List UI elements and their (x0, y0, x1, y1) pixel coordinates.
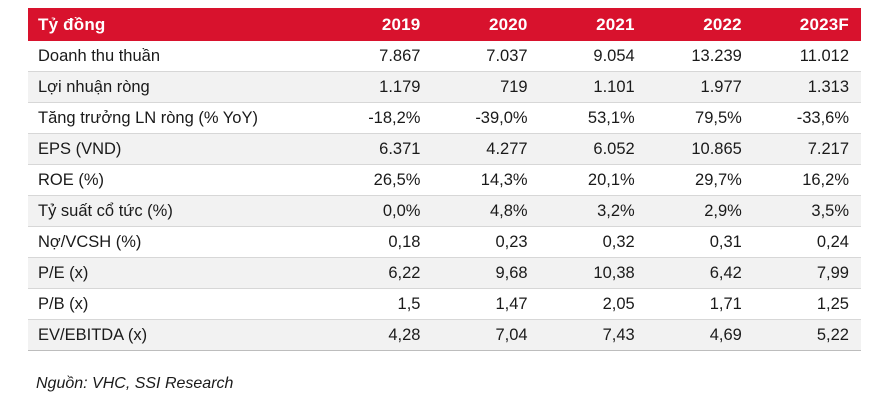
cell-value: 1.179 (325, 72, 432, 103)
cell-value: 7,04 (432, 320, 539, 351)
financial-summary-table (28, 8, 861, 351)
cell-value: 7.037 (432, 41, 539, 72)
cell-value: 2,9% (647, 196, 754, 227)
table-row (28, 289, 861, 320)
cell-value: 14,3% (432, 165, 539, 196)
cell-value: 1,25 (754, 289, 861, 320)
table-row (28, 165, 861, 196)
cell-value: 4,28 (325, 320, 432, 351)
row-label: P/E (x) (28, 258, 325, 289)
cell-value: 9,68 (432, 258, 539, 289)
cell-value: 1.977 (647, 72, 754, 103)
cell-value: 3,2% (540, 196, 647, 227)
cell-value: 6.052 (540, 134, 647, 165)
table-row (28, 103, 861, 134)
cell-value: 7.867 (325, 41, 432, 72)
cell-value: 0,32 (540, 227, 647, 258)
row-label: ROE (%) (28, 165, 325, 196)
cell-value: 13.239 (647, 41, 754, 72)
cell-value: 10,38 (540, 258, 647, 289)
row-label: Tăng trưởng LN ròng (% YoY) (28, 103, 325, 134)
cell-value: 29,7% (647, 165, 754, 196)
cell-value: 26,5% (325, 165, 432, 196)
cell-value: 1.313 (754, 72, 861, 103)
table-row (28, 320, 861, 351)
cell-value: 20,1% (540, 165, 647, 196)
cell-value: 0,24 (754, 227, 861, 258)
cell-value: -39,0% (432, 103, 539, 134)
cell-value: 4.277 (432, 134, 539, 165)
cell-value: 9.054 (540, 41, 647, 72)
table-row (28, 227, 861, 258)
table-row (28, 258, 861, 289)
column-header-2022: 2022 (647, 8, 754, 41)
cell-value: 4,69 (647, 320, 754, 351)
cell-value: 0,18 (325, 227, 432, 258)
cell-value: 6.371 (325, 134, 432, 165)
source-note: Nguồn: VHC, SSI Research (36, 375, 234, 392)
table-header (28, 8, 861, 41)
cell-value: 7.217 (754, 134, 861, 165)
cell-value: 6,42 (647, 258, 754, 289)
cell-value: 10.865 (647, 134, 754, 165)
cell-value: 1.101 (540, 72, 647, 103)
cell-value: 7,99 (754, 258, 861, 289)
cell-value: 1,5 (325, 289, 432, 320)
table-row (28, 72, 861, 103)
cell-value: 5,22 (754, 320, 861, 351)
cell-value: 1,71 (647, 289, 754, 320)
cell-value: 0,23 (432, 227, 539, 258)
table-header-row (28, 8, 861, 41)
row-label: Nợ/VCSH (%) (28, 227, 325, 258)
cell-value: 6,22 (325, 258, 432, 289)
cell-value: 2,05 (540, 289, 647, 320)
row-label: Lợi nhuận ròng (28, 72, 325, 103)
cell-value: 1,47 (432, 289, 539, 320)
column-header-2023f: 2023F (754, 8, 861, 41)
row-label: EV/EBITDA (x) (28, 320, 325, 351)
cell-value: 0,0% (325, 196, 432, 227)
row-label: P/B (x) (28, 289, 325, 320)
row-label: Tỷ suất cổ tức (%) (28, 196, 325, 227)
cell-value: 11.012 (754, 41, 861, 72)
table-row (28, 134, 861, 165)
row-label: EPS (VND) (28, 134, 325, 165)
cell-value: 53,1% (540, 103, 647, 134)
cell-value: -33,6% (754, 103, 861, 134)
column-header-2019: 2019 (325, 8, 432, 41)
table-row (28, 196, 861, 227)
cell-value: 3,5% (754, 196, 861, 227)
row-label: Doanh thu thuần (28, 41, 325, 72)
cell-value: 16,2% (754, 165, 861, 196)
table-corner-label: Tỷ đồng (28, 8, 325, 41)
cell-value: 7,43 (540, 320, 647, 351)
column-header-2020: 2020 (432, 8, 539, 41)
table-body (28, 41, 861, 351)
cell-value: 719 (432, 72, 539, 103)
cell-value: 4,8% (432, 196, 539, 227)
column-header-2021: 2021 (540, 8, 647, 41)
table-row (28, 41, 861, 72)
cell-value: 79,5% (647, 103, 754, 134)
cell-value: 0,31 (647, 227, 754, 258)
cell-value: -18,2% (325, 103, 432, 134)
